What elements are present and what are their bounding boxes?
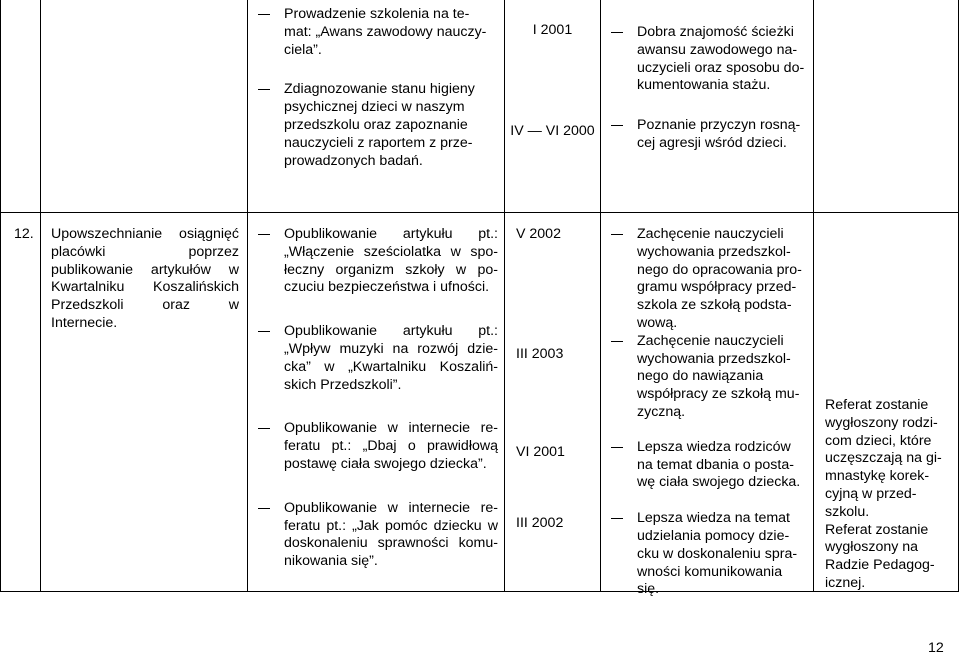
list-item [258,6,498,59]
list-item [611,24,811,95]
table-border [40,0,41,592]
dash-bullet [258,234,270,235]
row-12-effects [611,226,811,599]
dash-bullet [611,125,623,126]
list-item [258,500,498,571]
list-item [611,226,811,333]
activity-text: Opublikowanie w internecie re-feratu pt.: „Jak pomóc dziecku w doskonaleniu sprawności komu-nikowania się”. [284,499,498,570]
table-border [0,0,1,592]
row-12-notes: Referat zostanie wygłoszony rodzi- com dzieci, które uczęszczają na gi- mnastykę korek- cyjną w przed- szkolu. Referat zostanie wygłoszony na Radzie Pedagog- icznej. [825,397,942,591]
table-border [504,0,505,592]
dash-bullet [611,447,623,448]
dash-bullet [611,341,623,342]
dash-bullet [611,234,623,235]
dash-bullet [258,508,270,509]
list-item [258,323,498,394]
top-row-date: I 2001 [532,22,573,38]
table-border [600,0,601,592]
dash-bullet [611,32,623,33]
row-goal: Upowszechnianie osiągnięć placówki poprzez publikowanie artykułów w Kwartalniku Koszalińskich Przedszkoli oraz w Internecie. [51,226,239,331]
top-row-effects [611,24,811,153]
activity-text: Opublikowanie artykułu pt.: „Włączenie sześciolatka w spo-łeczny organizm szkoły w po-czuciu bezpieczeństwa i ufności. [284,226,498,296]
row-number: 12. [14,226,34,242]
row-12-date: III 2002 [516,515,564,531]
table-border [0,591,959,592]
table-border [813,0,814,592]
dash-bullet [258,428,270,429]
row-12-date: V 2002 [516,226,561,242]
list-item [611,117,811,153]
dash-bullet [258,89,270,90]
effect-text: Zachęcenie nauczycieli wychowania przedszkol- nego do opracowania pro- gramu współpracy przed- szkola ze szkołą podsta- wową. [637,226,802,331]
activity-text: Prowadzenie szkolenia na te- mat: „Awans zawodowy nauczy- ciela”. [284,6,487,58]
table-border [0,212,959,213]
row-12-date: III 2003 [516,346,564,362]
row-12-activities [258,226,498,571]
effect-text: Lepsza wiedza rodziców na temat dbania o posta- wę ciała swojego dziecka. [637,438,801,491]
list-item [611,439,811,492]
dash-bullet [611,518,623,519]
dash-bullet [258,331,270,332]
page-number: 12 [928,640,944,656]
top-row-date: IV — VI 2000 [510,123,595,139]
top-row-activities [258,6,498,170]
effect-text: Dobra znajomość ścieżki awansu zawodowego na- uczycieli oraz sposobu do- kumentowania stażu. [637,24,805,94]
row-12-date: VI 2001 [516,444,565,460]
effect-text: Poznanie przyczyn rosną- cej agresji wśród dzieci. [637,117,801,151]
table-border [958,0,959,592]
list-item [258,420,498,473]
list-item [611,333,811,422]
activity-text: Zdiagnozowanie stanu higieny psychicznej dzieci w naszym przedszkolu oraz zapoznanie nauczycieli z raportem z prze- prowadzonych badań. [284,81,475,169]
activity-text: Opublikowanie w internecie re-feratu pt.: „Dbaj o prawidłową postawę ciała swojego dziecka”. [284,420,498,472]
effect-text: Zachęcenie nauczycieli wychowania przedszkol- nego do nawiązania współpracy ze szkołą mu- zyczną. [637,332,800,420]
activity-text: Opublikowanie artykułu pt.: „Wpływ muzyki na rozwój dzie-cka” w „Kwartalniku Koszaliń-skich Przedszkoli”. [284,323,498,393]
list-item [258,226,498,297]
dash-bullet [258,14,270,15]
list-item [258,81,498,170]
table-border [247,0,248,592]
effect-text: Lepsza wiedza na temat udzielania pomocy dzie- cku w doskonaleniu spra- wności komunikowania się. [637,510,798,598]
list-item [611,510,811,599]
